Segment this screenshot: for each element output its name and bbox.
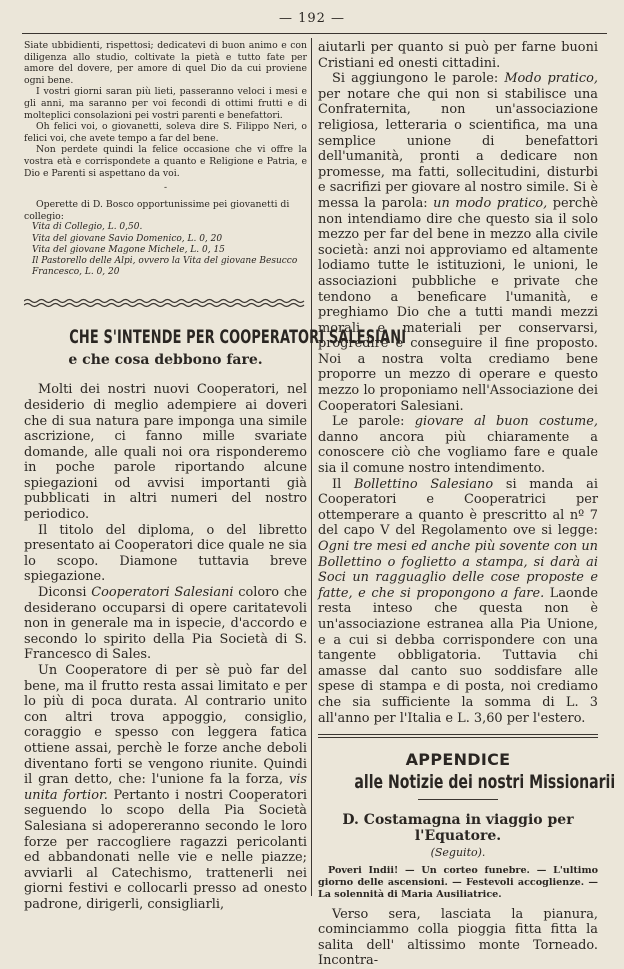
text-run: Un Cooperatore di per sè può far del bene, ma il frutto resta assai limitato e per lo più di poca durata. Al contrario unito con altri trova appoggio, consiglio, coraggio e spesso con leggera fatica ottiene assai, perchè le forze anche deboli diventano forti se vengono riunite. Quindi il gran detto, che: l'unione fa la forza,: [24, 663, 307, 788]
text-run: danno ancora più chiaramente a conoscere ciò che vogliamo fare e quale sia il comune nostro intendimento.: [318, 429, 598, 477]
intro-paragraph: Siate ubbidienti, rispettosi; dedicatevi di buon animo e con diligenza allo studio, coltivate la pietà e tutto fate per amore del dovere, per amore di quel Dio da cui proviene ogni bene.: [24, 40, 307, 86]
text-run: Il: [332, 476, 354, 492]
section-subtitle: e che cosa debbono fare.: [68, 352, 263, 369]
intro-paragraph: Oh felici voi, o giovanetti, soleva dire S. Filippo Neri, o felici voi, che avete tempo a far del bene.: [24, 121, 307, 144]
operette-heading: Operette di D. Bosco opportunissime pei giovanetti di collegio:: [24, 199, 290, 222]
emphasis: Ogni tre mesi ed anche più sovente con un Bollettino o foglietto a stampa, si darà ai Soci un ragguaglio delle cose proposte e fatte, e che si propongono a fare.: [318, 539, 598, 601]
text-run: Diconsi: [38, 585, 92, 601]
article-title: D. Costamagna in viaggio per l'Equatore.: [342, 812, 574, 845]
header-rule: [22, 33, 607, 34]
emphasis: Cooperatori Salesiani: [91, 585, 234, 601]
emphasis: Modo pratico,: [504, 71, 598, 87]
article-continued: (Seguito).: [430, 846, 486, 860]
emphasis: un modo pratico,: [433, 195, 548, 211]
body-paragraph: [24, 663, 307, 913]
operette-list: [24, 222, 307, 278]
intro-paragraph: Non perdete quindi la felice occasione che vi offre la vostra età e corrispondete a quanto e Religione e Patria, e Dio e Parenti si aspettano da voi.: [24, 144, 307, 179]
body-paragraph: [318, 477, 598, 727]
operette-item: Vita di Collegio, L. 0,50.: [32, 222, 143, 233]
article-summary: Poveri Indii! — Un corteo funebre. — L'ultimo giorno delle ascensioni. — Festevoli accoglienze. — La solennità di Maria Ausiliatrice.: [318, 865, 598, 900]
operette-item: Il Pastorello delle Alpi, ovvero la Vita del giovane Besucco Francesco, L. 0, 20: [32, 255, 298, 278]
text-run: per notare che qui non si stabilisce una Confraternita, non un'associazione religiosa, letteraria o scientifica, ma una semplice unione di benefattori dell'umanità, pronti a dedicare non promesse, ma fatti, sollecitudini, disturbi e sacrifizi per giovare al nostro simile. Si è messa la parola:: [318, 86, 598, 211]
separator-dash: -: [163, 183, 168, 194]
body-paragraph: Verso sera, lasciata la pianura, cominciammo colla pioggia fitta fitta la salita dell' altissimo monte Torneado. Incontra-: [318, 906, 598, 969]
emphasis: Bollettino Salesiano: [353, 476, 494, 492]
body-paragraph: aiutarli per quanto si può per farne buoni Cristiani ed onesti cittadini.: [318, 40, 598, 71]
emphasis: vis unita fortior.: [24, 772, 307, 803]
right-column: [318, 40, 616, 969]
body-paragraph: [318, 414, 598, 476]
text-run: Laonde resta inteso che questa non è un'associazione estranea alla Pia Unione, e a cui si debba corrispondere con una tangente obbligatoria. Tuttavia chi amasse dal canto suo soddisfare alle spese di stampa e di posta, noi crediamo che sia sufficiente la somma di L. 3 all'anno per l'Italia e L. 3,60 per l'estero.: [318, 585, 598, 726]
text-run: Pertanto i nostri Cooperatori seguendo lo scopo della Pia Società Salesiana si adopereranno secondo le loro forze per raccogliere ragazzi pericolanti ed abbandonati nelle vie e nelle piazze; avviarli al Catechismo, trattenerli nei giorni festivi e collocarli presso ad onesto padrone, dirigerli, consigliarli,: [24, 787, 307, 912]
column-divider: [311, 38, 312, 896]
page-number: — 192 —: [278, 11, 346, 26]
appendix-subtitle: alle Notizie dei nostri Missionarii: [354, 771, 616, 794]
text-run: perchè non intendiamo dire che questo sia il solo mezzo per far del bene in mezzo alla civile società: anzi noi approviamo ed altamente lodiamo tutte le istituzioni, le unioni, le associazioni pubbliche e private che tendono a beneficare l'umanità, e preghiamo Dio che a tutti mandi mezzi morali e materiali per conservarsi, progredire e conseguire il fine proposto. Noi a nostra volta crediamo bene proporre un mezzo di operare e questo mezzo lo proponiamo nell'Associazione dei Cooperatori Salesiani.: [318, 195, 598, 414]
emphasis: giovare al buon costume,: [414, 414, 598, 430]
operette-item: Vita del giovane Magone Michele, L. 0, 15: [32, 244, 225, 255]
appendix-title: APPENDICE: [405, 750, 511, 770]
text-run: Si aggiungono le parole:: [332, 71, 505, 87]
body-paragraph: [318, 71, 598, 414]
operette-item: Vita del giovane Savio Domenico, L. 0, 20: [32, 233, 223, 244]
short-rule: [418, 799, 498, 800]
text-run: si manda ai Cooperatori e Cooperatrici per ottemperare a quanto è prescritto al nº 7 del capo V del Regolamento ove si legge:: [318, 476, 598, 539]
text-run: Le parole:: [332, 414, 415, 430]
double-rule: [318, 734, 598, 738]
intro-paragraph: I vostri giorni saran più lieti, passeranno veloci i mesi e gli anni, ma saranno per voi fecondi di ottimi frutti e di molteplici consolazioni pei vostri parenti e benefattori.: [24, 86, 307, 121]
section-title: CHE S'INTENDE PER COOPERATORI SALESIANI: [69, 326, 407, 349]
body-paragraph: [24, 585, 307, 663]
body-paragraph: Il titolo del diploma, o del libretto presentato ai Cooperatori dice quale ne sia lo scopo. Diamone tuttavia breve spiegazione.: [24, 522, 307, 585]
ornamental-wavy-rule: [24, 298, 307, 308]
text-run: coloro che desiderano occuparsi di opere caritatevoli non in generale ma in ispecie, d'accordo e secondo lo spirito della Pia Società di S. Francesco di Sales.: [24, 585, 307, 663]
body-paragraph: Molti dei nostri nuovi Cooperatori, nel desiderio di meglio adempiere ai doveri che di sua natura pare imponga una simile ascrizione, ci fanno mille svariate domande, alle quali noi ora risponderemo in poche parole riportando alcune spiegazioni od avvisi importanti già pubblicati in altri numeri del nostro periodico.: [24, 382, 307, 523]
